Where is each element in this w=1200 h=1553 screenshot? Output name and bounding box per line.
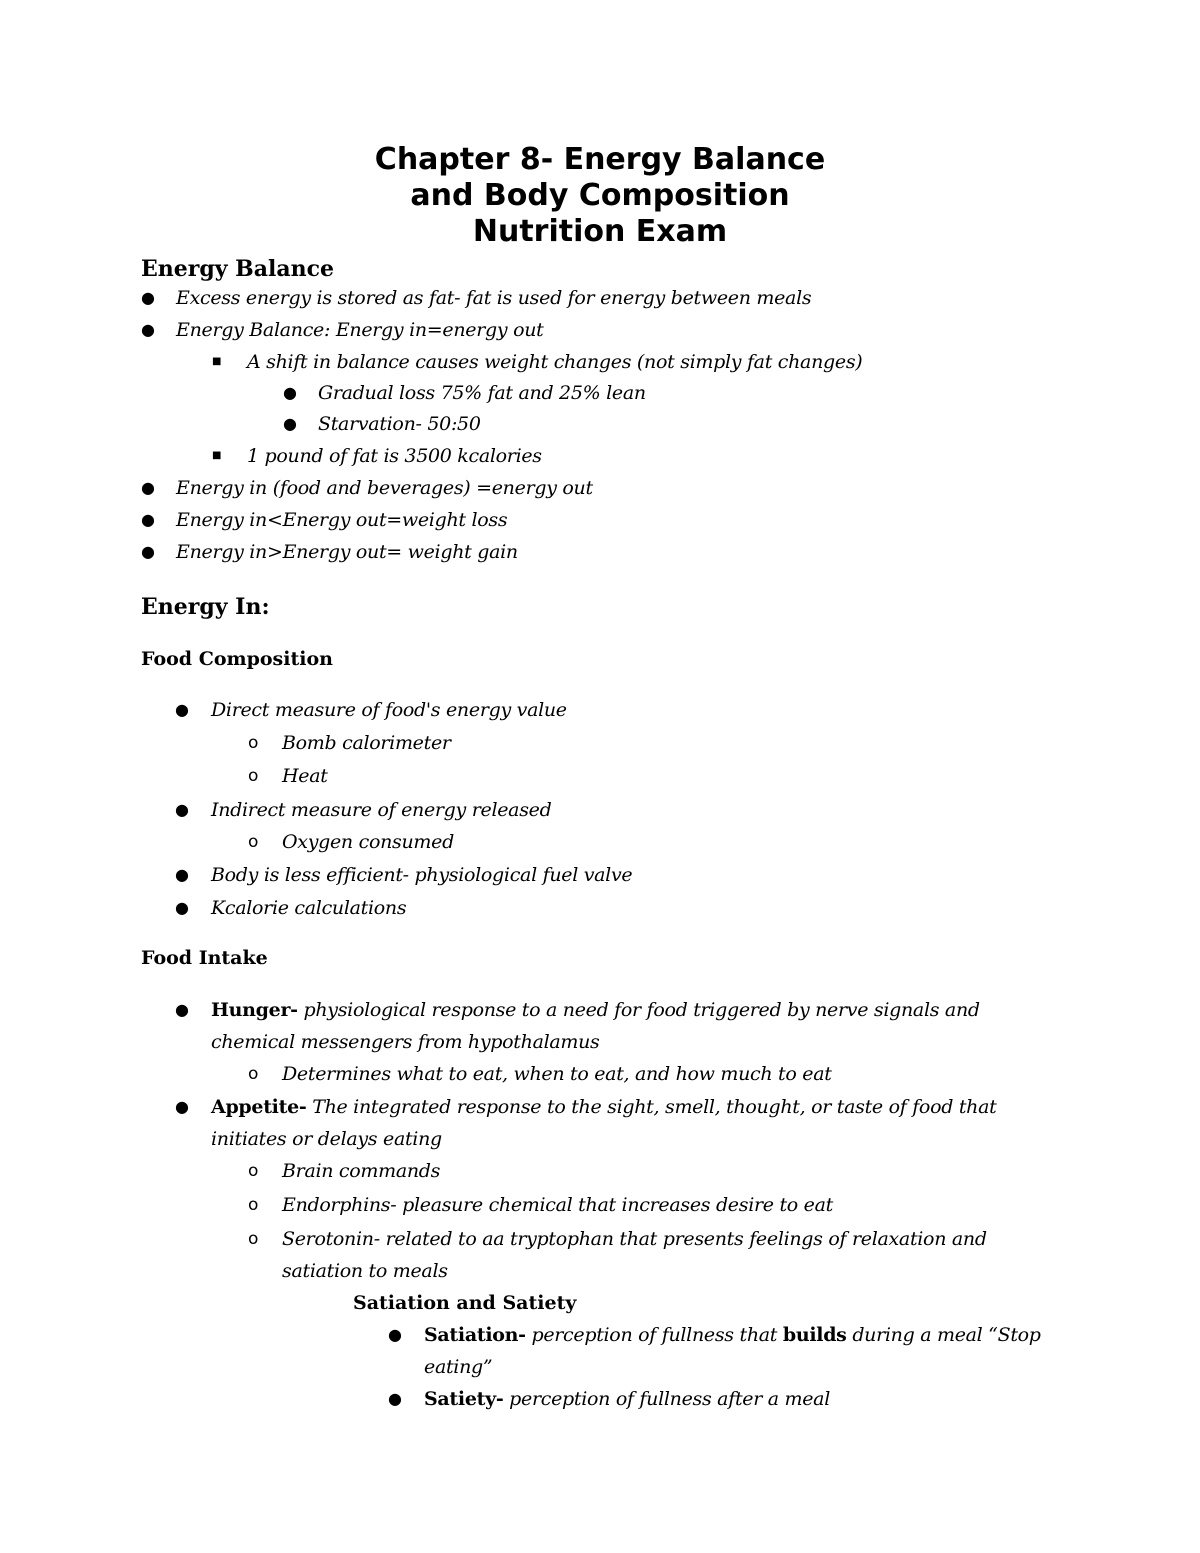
heading-food-composition: Food Composition bbox=[141, 648, 333, 670]
satiation-definition-line-1 bbox=[424, 1322, 1041, 1348]
heading-energy-balance: Energy Balance bbox=[141, 256, 335, 282]
bullet-disc: ● bbox=[141, 542, 155, 561]
satiety-definition bbox=[424, 1386, 830, 1412]
satiation-definition-line-2: eating” bbox=[424, 1356, 493, 1378]
list-item: 1 pound of fat is 3500 kcalories bbox=[247, 445, 542, 467]
document-title-line-2: and Body Composition bbox=[410, 178, 790, 213]
list-item: Determines what to eat, when to eat, and how much to eat bbox=[282, 1063, 832, 1085]
list-item: Direct measure of food's energy value bbox=[211, 699, 567, 721]
document-title-line-3: Nutrition Exam bbox=[472, 214, 728, 249]
bullet-disc: ● bbox=[175, 1097, 189, 1116]
list-item: Endorphins- pleasure chemical that increases desire to eat bbox=[282, 1194, 833, 1216]
heading-food-intake: Food Intake bbox=[141, 947, 268, 969]
bullet-disc: ● bbox=[175, 700, 189, 719]
bullet-circle: o bbox=[248, 733, 259, 753]
bullet-disc: ● bbox=[283, 383, 297, 402]
appetite-definition-line-2: initiates or delays eating bbox=[211, 1128, 442, 1150]
bullet-disc: ● bbox=[141, 320, 155, 339]
bullet-disc: ● bbox=[141, 478, 155, 497]
satiation-definition-text: perception of fullness that bbox=[525, 1324, 783, 1346]
list-item-continuation: satiation to meals bbox=[282, 1260, 448, 1282]
term-hunger: Hunger- bbox=[211, 999, 298, 1021]
appetite-definition-line-1 bbox=[211, 1094, 996, 1120]
bullet-circle: o bbox=[248, 832, 259, 852]
bullet-disc: ● bbox=[175, 1000, 189, 1019]
bullet-circle: o bbox=[248, 766, 259, 786]
emphasis-builds: builds bbox=[782, 1324, 847, 1346]
heading-energy-in: Energy In: bbox=[141, 594, 270, 620]
hunger-definition-line-2: chemical messengers from hypothalamus bbox=[211, 1031, 600, 1053]
bullet-disc: ● bbox=[388, 1389, 402, 1408]
satiety-definition-text: perception of fullness after a meal bbox=[503, 1388, 830, 1410]
list-item: Energy in<Energy out=weight loss bbox=[176, 509, 508, 531]
bullet-circle: o bbox=[248, 1064, 259, 1084]
list-item: Oxygen consumed bbox=[282, 831, 454, 853]
term-satiety: Satiety- bbox=[424, 1388, 504, 1410]
list-item: Body is less efficient- physiological fuel valve bbox=[211, 864, 633, 886]
term-satiation: Satiation- bbox=[424, 1324, 526, 1346]
satiation-definition-text-end: during a meal “Stop bbox=[846, 1324, 1041, 1346]
list-item: Bomb calorimeter bbox=[282, 732, 451, 754]
list-item: Serotonin- related to aa tryptophan that presents feelings of relaxation and bbox=[282, 1228, 987, 1250]
bullet-square: ■ bbox=[212, 356, 222, 367]
list-item: Gradual loss 75% fat and 25% lean bbox=[318, 382, 646, 404]
list-item: Kcalorie calculations bbox=[211, 897, 407, 919]
bullet-square: ■ bbox=[212, 450, 222, 461]
hunger-definition-text: physiological response to a need for food triggered by nerve signals and bbox=[297, 999, 980, 1021]
appetite-definition-text: The integrated response to the sight, smell, thought, or taste of food that bbox=[306, 1096, 997, 1118]
bullet-disc: ● bbox=[175, 800, 189, 819]
list-item: Excess energy is stored as fat- fat is used for energy between meals bbox=[176, 287, 812, 309]
bullet-disc: ● bbox=[141, 510, 155, 529]
list-item: Energy in>Energy out= weight gain bbox=[176, 541, 518, 563]
bullet-circle: o bbox=[248, 1161, 259, 1181]
list-item: Heat bbox=[282, 765, 328, 787]
list-item: Energy Balance: Energy in=energy out bbox=[176, 319, 544, 341]
bullet-disc: ● bbox=[388, 1325, 402, 1344]
list-item: Starvation- 50:50 bbox=[318, 413, 481, 435]
list-item: A shift in balance causes weight changes (not simply fat changes) bbox=[247, 351, 863, 373]
hunger-definition-line-1 bbox=[211, 997, 980, 1023]
list-item: Indirect measure of energy released bbox=[211, 799, 552, 821]
heading-satiation-and-satiety: Satiation and Satiety bbox=[353, 1292, 577, 1314]
bullet-circle: o bbox=[248, 1195, 259, 1215]
document-title-line-1: Chapter 8- Energy Balance bbox=[374, 142, 826, 177]
bullet-disc: ● bbox=[175, 865, 189, 884]
bullet-circle: o bbox=[248, 1229, 259, 1249]
bullet-disc: ● bbox=[283, 414, 297, 433]
bullet-disc: ● bbox=[175, 898, 189, 917]
list-item: Energy in (food and beverages) =energy out bbox=[176, 477, 593, 499]
bullet-disc: ● bbox=[141, 288, 155, 307]
term-appetite: Appetite- bbox=[211, 1096, 307, 1118]
list-item: Brain commands bbox=[282, 1160, 441, 1182]
